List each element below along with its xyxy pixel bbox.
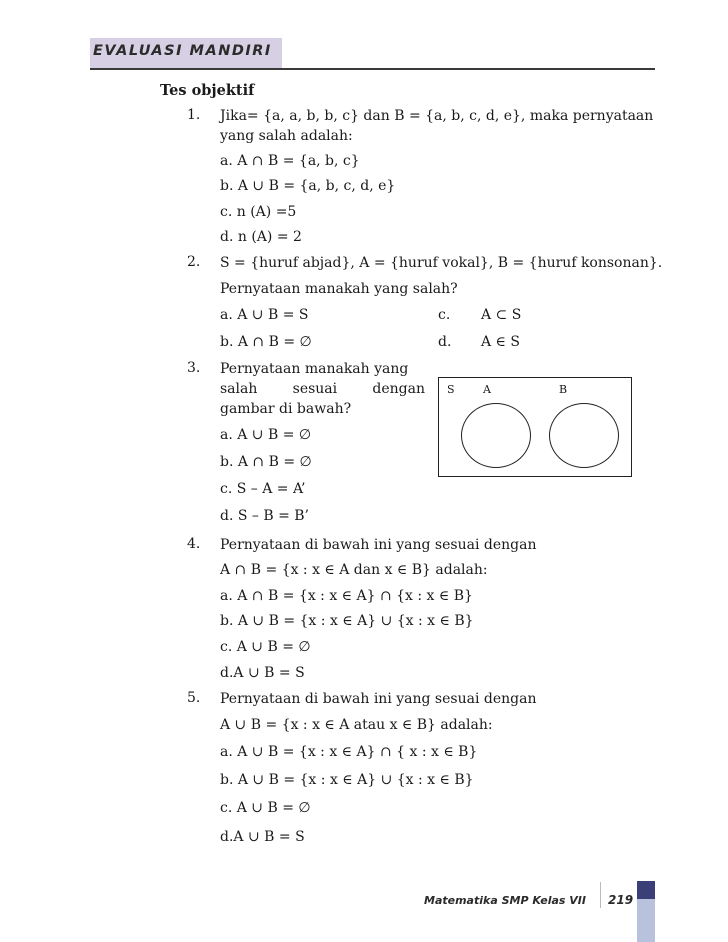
question-4-text-line-2: A ∩ B = {x : x ∈ A dan x ∈ B} adalah: [220, 562, 488, 578]
question-5-option-d: d.A ∪ B = S [220, 829, 305, 845]
page-header-title: EVALUASI MANDIRI [93, 43, 272, 59]
question-4-option-d: d.A ∪ B = S [220, 665, 305, 681]
question-5-text-line-1: Pernyataan di bawah ini yang sesuai dengan [220, 691, 537, 707]
footer-color-block [637, 881, 655, 899]
question-1-option-d: d. n (A) = 2 [220, 229, 302, 245]
question-1-text-line-2: yang salah adalah: [220, 128, 353, 144]
venn-diagram [438, 377, 632, 477]
venn-set-a-label: A [483, 383, 491, 396]
question-2-option-c-text: A ⊂ S [481, 307, 522, 323]
venn-universe-label: S [447, 383, 455, 396]
question-2-option-a: a. A ∪ B = S [220, 307, 309, 323]
header-divider [90, 68, 655, 70]
question-3-option-d: d. S – B = B’ [220, 508, 310, 524]
question-1-option-b: b. A ∪ B = {a, b, c, d, e} [220, 178, 396, 194]
question-5-number: 5. [187, 690, 201, 706]
venn-circle-a [461, 403, 531, 468]
page-number: 219 [608, 893, 634, 907]
question-3-text-line-2 [220, 380, 425, 398]
question-1-option-c: c. n (A) =5 [220, 204, 297, 220]
question-3-word: salah [220, 381, 258, 397]
question-3-option-b: b. A ∩ B = ∅ [220, 454, 312, 470]
venn-set-b-label: B [559, 383, 568, 396]
question-3-word: sesuai [292, 381, 338, 397]
question-4-option-c: c. A ∪ B = ∅ [220, 639, 311, 655]
question-4-option-a: a. A ∩ B = {x : x ∈ A} ∩ {x : x ∈ B} [220, 588, 473, 604]
question-3-option-c: c. S – A = A’ [220, 481, 306, 497]
question-5-option-c: c. A ∪ B = ∅ [220, 800, 311, 816]
question-1-number: 1. [187, 107, 201, 123]
question-1-text-line-1: Jika= {a, a, b, b, c} dan B = {a, b, c, d, e}, maka pernyataan [220, 108, 654, 124]
footer-divider [600, 882, 601, 908]
question-3-option-a: a. A ∪ B = ∅ [220, 427, 312, 443]
question-2-option-d-text: A ∈ S [481, 334, 520, 350]
question-5-text-line-2: A ∪ B = {x : x ∈ A atau x ∈ B} adalah: [220, 717, 493, 733]
question-5-option-a: a. A ∪ B = {x : x ∈ A} ∩ { x : x ∈ B} [220, 744, 478, 760]
question-4-option-b: b. A ∪ B = {x : x ∈ A} ∪ {x : x ∈ B} [220, 613, 474, 629]
question-2-text-line-2: Pernyataan manakah yang salah? [220, 281, 458, 297]
question-2-option-c-letter: c. [438, 307, 451, 323]
question-1-option-a: a. A ∩ B = {a, b, c} [220, 153, 360, 169]
question-4-number: 4. [187, 536, 201, 552]
question-2-option-d-letter: d. [438, 334, 452, 350]
venn-circle-b [549, 403, 619, 468]
question-2-number: 2. [187, 254, 201, 270]
question-3-text-line-3: gambar di bawah? [220, 401, 352, 417]
question-2-option-b: b. A ∩ B = ∅ [220, 334, 312, 350]
question-4-text-line-1: Pernyataan di bawah ini yang sesuai dengan [220, 537, 537, 553]
question-3-number: 3. [187, 360, 201, 376]
footer-book-title: Matematika SMP Kelas VII [424, 894, 586, 907]
footer-color-strip [637, 899, 655, 942]
section-title: Tes objektif [160, 82, 255, 99]
question-2-text-line-1: S = {huruf abjad}, A = {huruf vokal}, B = {huruf konsonan}. [220, 255, 663, 271]
question-5-option-b: b. A ∪ B = {x : x ∈ A} ∪ {x : x ∈ B} [220, 772, 474, 788]
question-3-text-line-1: Pernyataan manakah yang [220, 361, 409, 377]
question-3-word: dengan [372, 381, 425, 397]
